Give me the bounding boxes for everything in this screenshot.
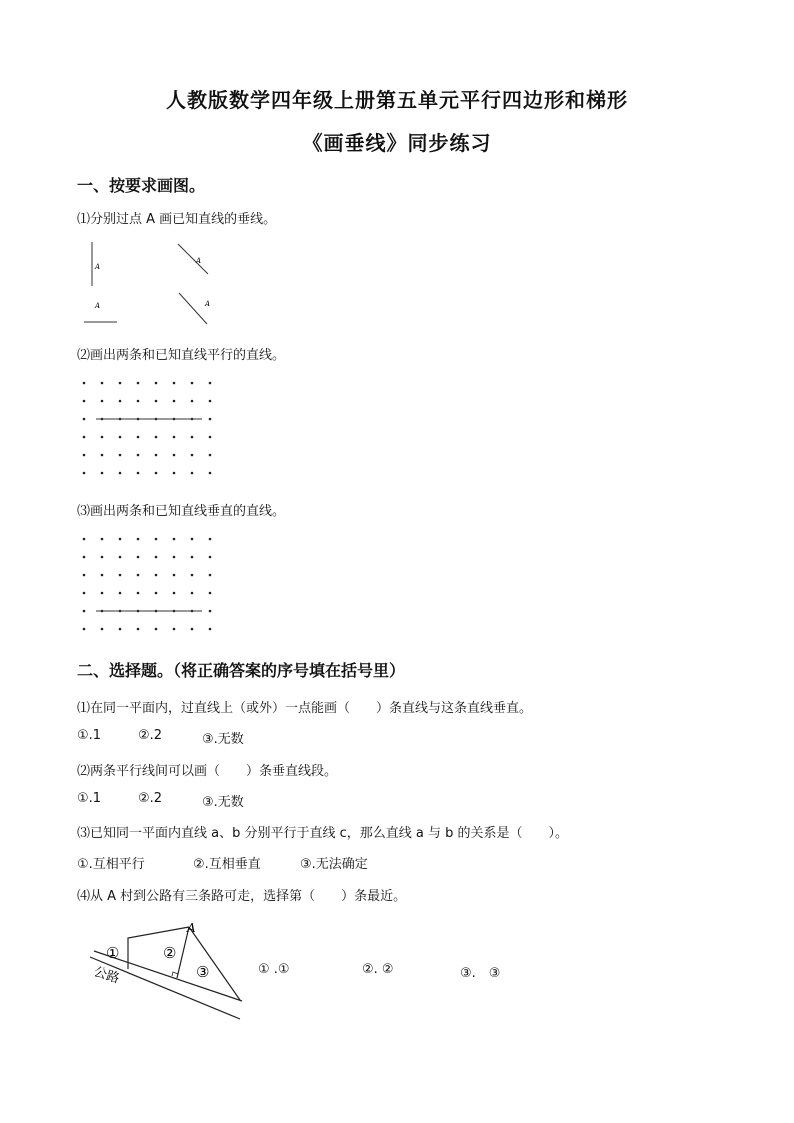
road-label: 公路 xyxy=(91,964,122,987)
option-1: ① .① xyxy=(258,962,290,977)
grid-dot xyxy=(191,592,194,595)
grid-dot xyxy=(119,574,122,577)
grid-dot xyxy=(83,592,86,595)
grid-dot xyxy=(119,436,122,439)
grid-dot xyxy=(101,538,104,541)
given-line-diagonal-2 xyxy=(179,293,207,324)
option-3: ③.无数 xyxy=(202,795,244,810)
grid-dot xyxy=(101,454,104,457)
question-1-3: ⑶画出两条和已知直线垂直的直线。 xyxy=(77,504,286,519)
question-1-2: ⑵画出两条和已知直线平行的直线。 xyxy=(77,348,286,363)
grid-dot xyxy=(119,556,122,559)
grid-dot xyxy=(101,472,104,475)
grid-dot xyxy=(83,382,86,385)
grid-dot xyxy=(137,628,140,631)
path-1-label: ① xyxy=(106,944,120,962)
grid-dot xyxy=(155,592,158,595)
grid-dot xyxy=(173,592,176,595)
path-2-label: ② xyxy=(163,944,177,962)
section-1-heading: 一、按要求画图。 xyxy=(77,176,206,195)
grid-dot xyxy=(209,454,212,457)
page-subtitle: 《画垂线》同步练习 xyxy=(302,131,492,155)
grid-dot xyxy=(101,382,104,385)
page-title: 人教版数学四年级上册第五单元平行四边形和梯形 xyxy=(166,88,628,112)
grid-dot xyxy=(209,574,212,577)
grid-dot xyxy=(191,382,194,385)
grid-dot xyxy=(155,436,158,439)
grid-dot xyxy=(101,592,104,595)
question-1-1: ⑴分别过点 A 画已知直线的垂线。 xyxy=(77,212,277,227)
road-figure xyxy=(80,915,255,1025)
grid-dot xyxy=(173,436,176,439)
grid-dot xyxy=(191,574,194,577)
grid-dot xyxy=(155,538,158,541)
option-2: ②.2 xyxy=(138,728,163,743)
dot-grid-perpendicular xyxy=(78,530,223,638)
question-2-2: ⑵两条平行线间可以画（ ）条垂直线段。 xyxy=(77,764,338,779)
grid-dot xyxy=(191,538,194,541)
grid-dot xyxy=(191,556,194,559)
grid-dot xyxy=(191,436,194,439)
option-3: ③.无数 xyxy=(202,732,244,747)
grid-dot xyxy=(155,472,158,475)
question-2-1: ⑴在同一平面内，过直线上（或外）一点能画（ ）条直线与这条直线垂直。 xyxy=(77,701,533,716)
grid-dot xyxy=(209,538,212,541)
grid-dot xyxy=(137,592,140,595)
grid-dot xyxy=(209,610,212,613)
grid-dot xyxy=(173,628,176,631)
given-line-diagonal-1 xyxy=(178,244,208,274)
grid-dot xyxy=(137,472,140,475)
grid-dot xyxy=(209,592,212,595)
grid-dot xyxy=(101,400,104,403)
option-1: ①.1 xyxy=(77,728,102,743)
grid-dot xyxy=(209,382,212,385)
grid-dot xyxy=(137,454,140,457)
grid-dot xyxy=(191,472,194,475)
grid-dot xyxy=(101,628,104,631)
grid-dot xyxy=(137,556,140,559)
grid-dot xyxy=(83,454,86,457)
option-2: ②. ② xyxy=(362,962,394,977)
grid-dot xyxy=(83,610,86,613)
grid-dot xyxy=(173,556,176,559)
grid-dot xyxy=(83,556,86,559)
option-1: ①.1 xyxy=(77,791,102,806)
grid-dot xyxy=(83,400,86,403)
grid-dot xyxy=(191,400,194,403)
grid-dot xyxy=(119,628,122,631)
grid-dot xyxy=(209,418,212,421)
grid-dot xyxy=(209,400,212,403)
point-a-label: A xyxy=(95,302,101,310)
option-1: ①.互相平行 xyxy=(77,857,145,872)
grid-dot xyxy=(155,628,158,631)
grid-dot xyxy=(155,556,158,559)
question-2-4: ⑷从 A 村到公路有三条路可走，选择第（ ）条最近。 xyxy=(77,889,407,904)
grid-dot xyxy=(119,592,122,595)
grid-dot xyxy=(209,472,212,475)
grid-dot xyxy=(191,628,194,631)
point-a-label: A xyxy=(196,257,202,265)
grid-dot xyxy=(209,436,212,439)
option-3: ③. ③ xyxy=(460,966,501,981)
grid-dot xyxy=(83,436,86,439)
path-1 xyxy=(128,927,189,969)
grid-dot xyxy=(83,628,86,631)
grid-dot xyxy=(173,472,176,475)
grid-dot xyxy=(119,454,122,457)
grid-dot xyxy=(173,538,176,541)
option-3: ③.无法确定 xyxy=(300,857,368,872)
village-a-label: A xyxy=(187,921,196,935)
perpendicular-figures xyxy=(80,238,240,328)
grid-dot xyxy=(137,538,140,541)
grid-dot xyxy=(173,400,176,403)
grid-dot xyxy=(137,382,140,385)
question-2-3: ⑶已知同一平面内直线 a、b 分别平行于直线 c，那么直线 a 与 b 的关系是（ ）。 xyxy=(77,826,569,841)
grid-dot xyxy=(209,628,212,631)
path-3-label: ③ xyxy=(196,963,210,981)
point-a-label: A xyxy=(205,300,211,308)
grid-dot xyxy=(155,454,158,457)
point-a-label: A xyxy=(95,263,101,271)
grid-dot xyxy=(191,454,194,457)
grid-dot xyxy=(101,574,104,577)
grid-dot xyxy=(83,574,86,577)
grid-dot xyxy=(119,538,122,541)
grid-dot xyxy=(155,400,158,403)
option-2: ②.互相垂直 xyxy=(193,857,261,872)
grid-dot xyxy=(101,436,104,439)
grid-dot xyxy=(83,418,86,421)
grid-dot xyxy=(119,472,122,475)
grid-dot xyxy=(155,382,158,385)
grid-dot xyxy=(173,454,176,457)
grid-dot xyxy=(119,382,122,385)
grid-dot xyxy=(101,556,104,559)
dot-grid-parallel xyxy=(78,374,223,482)
grid-dot xyxy=(137,400,140,403)
grid-dot xyxy=(137,574,140,577)
option-2: ②.2 xyxy=(138,791,163,806)
grid-dot xyxy=(173,574,176,577)
grid-dot xyxy=(155,574,158,577)
grid-dot xyxy=(119,400,122,403)
section-2-heading: 二、选择题。（将正确答案的序号填在括号里） xyxy=(77,661,406,680)
road-line-1 xyxy=(90,957,240,1019)
grid-dot xyxy=(173,382,176,385)
grid-dot xyxy=(83,538,86,541)
grid-dot xyxy=(137,436,140,439)
grid-dot xyxy=(83,472,86,475)
grid-dot xyxy=(209,556,212,559)
